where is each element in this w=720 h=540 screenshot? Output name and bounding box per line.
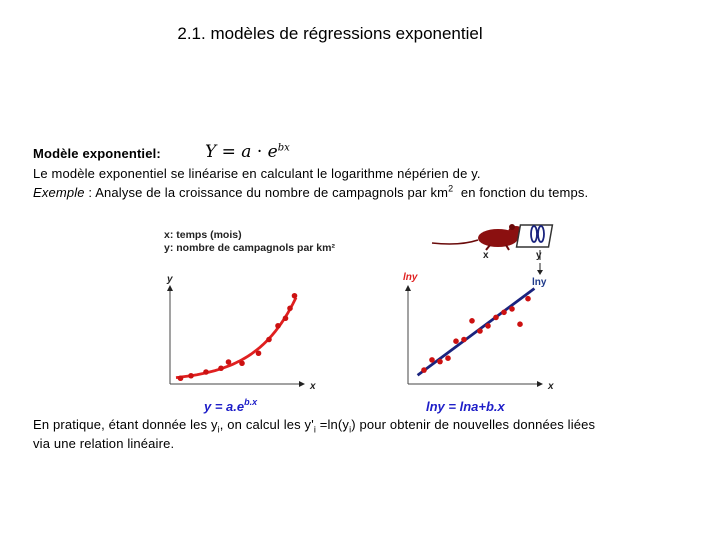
icon-y-label: y [536, 250, 542, 261]
example-tail: en fonction du temps. [453, 185, 589, 200]
left-data-point [256, 350, 262, 356]
left-y-axis-label: y [167, 274, 173, 285]
legend-x: x: temps (mois) [164, 229, 242, 241]
right-data-point [509, 306, 515, 312]
formula-a: a [241, 142, 252, 162]
exponential-formula [205, 142, 290, 162]
right-equation: lny = lna+b.x [426, 399, 505, 414]
model-label: Modèle exponentiel: [33, 146, 161, 161]
formula-eq: = [216, 142, 242, 162]
left-eq-main: y = a.e [204, 399, 245, 414]
left-eq-sup: b.x [244, 397, 258, 407]
formula-exponent: bx [277, 142, 290, 154]
p-t3: =ln(y [316, 417, 350, 432]
right-data-point [461, 337, 467, 343]
right-x-axis-label: x [548, 381, 554, 392]
right-data-point [501, 310, 507, 316]
p-t1: En pratique, étant donnée les y [33, 417, 218, 432]
page-title: 2.1. modèles de régressions exponentiel [177, 24, 483, 43]
example-text: : Analyse de la croissance du nombre de campagnols par km [84, 185, 449, 200]
p-t4: ) pour obtenir de nouvelles données liées [351, 417, 596, 432]
intro-label-line [33, 146, 161, 161]
left-data-point [266, 337, 272, 343]
left-data-point [239, 360, 245, 366]
p-s2: i [313, 424, 316, 435]
right-data-point [493, 315, 499, 321]
right-data-point [445, 355, 451, 361]
left-x-axis-label: x [310, 381, 316, 392]
regression-line [418, 289, 535, 376]
left-x-arrow [299, 381, 305, 387]
right-data-point [429, 357, 435, 363]
right-data-point [517, 321, 523, 327]
icon-x-label: x [483, 250, 489, 261]
formula-lhs: Y [205, 142, 217, 162]
p-t2: , on calcul les y' [219, 417, 314, 432]
left-data-point [292, 293, 298, 299]
right-y-axis-label: lny [403, 272, 418, 283]
icon-lny-label: lny [532, 277, 547, 288]
left-data-point [287, 305, 293, 311]
transform-arrow-head [537, 270, 543, 275]
linearization-text: Le modèle exponentiel se linéarise en calculant le logarithme népérien de y. [33, 166, 481, 181]
right-plot [403, 272, 554, 414]
practice-paragraph [33, 415, 673, 453]
legend-y: y: nombre de campagnols par km² [164, 242, 335, 254]
left-data-point [218, 365, 224, 371]
right-data-point [485, 323, 491, 329]
left-y-arrow [167, 285, 173, 291]
formula-dot: · [251, 142, 268, 162]
example-sup: 2 [448, 183, 454, 194]
right-x-arrow [537, 381, 543, 387]
right-data-point [421, 367, 427, 373]
right-data-point [525, 296, 531, 302]
example-line [33, 185, 588, 200]
regression-figure [160, 216, 570, 416]
left-data-point [226, 359, 232, 365]
left-data-point [188, 373, 194, 379]
left-scatter-points [178, 293, 298, 381]
calendar-icon [517, 225, 553, 247]
p-s3: i [349, 424, 352, 435]
right-data-point [477, 328, 483, 334]
p-t5: via une relation linéaire. [33, 436, 175, 451]
right-data-point [437, 359, 443, 365]
left-equation [203, 397, 258, 414]
right-data-point [453, 338, 459, 344]
right-y-arrow [405, 285, 411, 291]
right-scatter-points [421, 296, 531, 373]
left-data-point [203, 369, 209, 375]
left-data-point [283, 315, 289, 321]
p-s1: i [217, 424, 220, 435]
left-data-point [178, 375, 184, 381]
left-plot [166, 274, 316, 414]
example-word: Exemple [33, 185, 85, 200]
right-data-point [469, 318, 475, 324]
vole-icon [432, 224, 524, 250]
left-data-point [275, 323, 281, 329]
exponential-curve [176, 298, 296, 378]
formula-e: e [267, 142, 278, 162]
